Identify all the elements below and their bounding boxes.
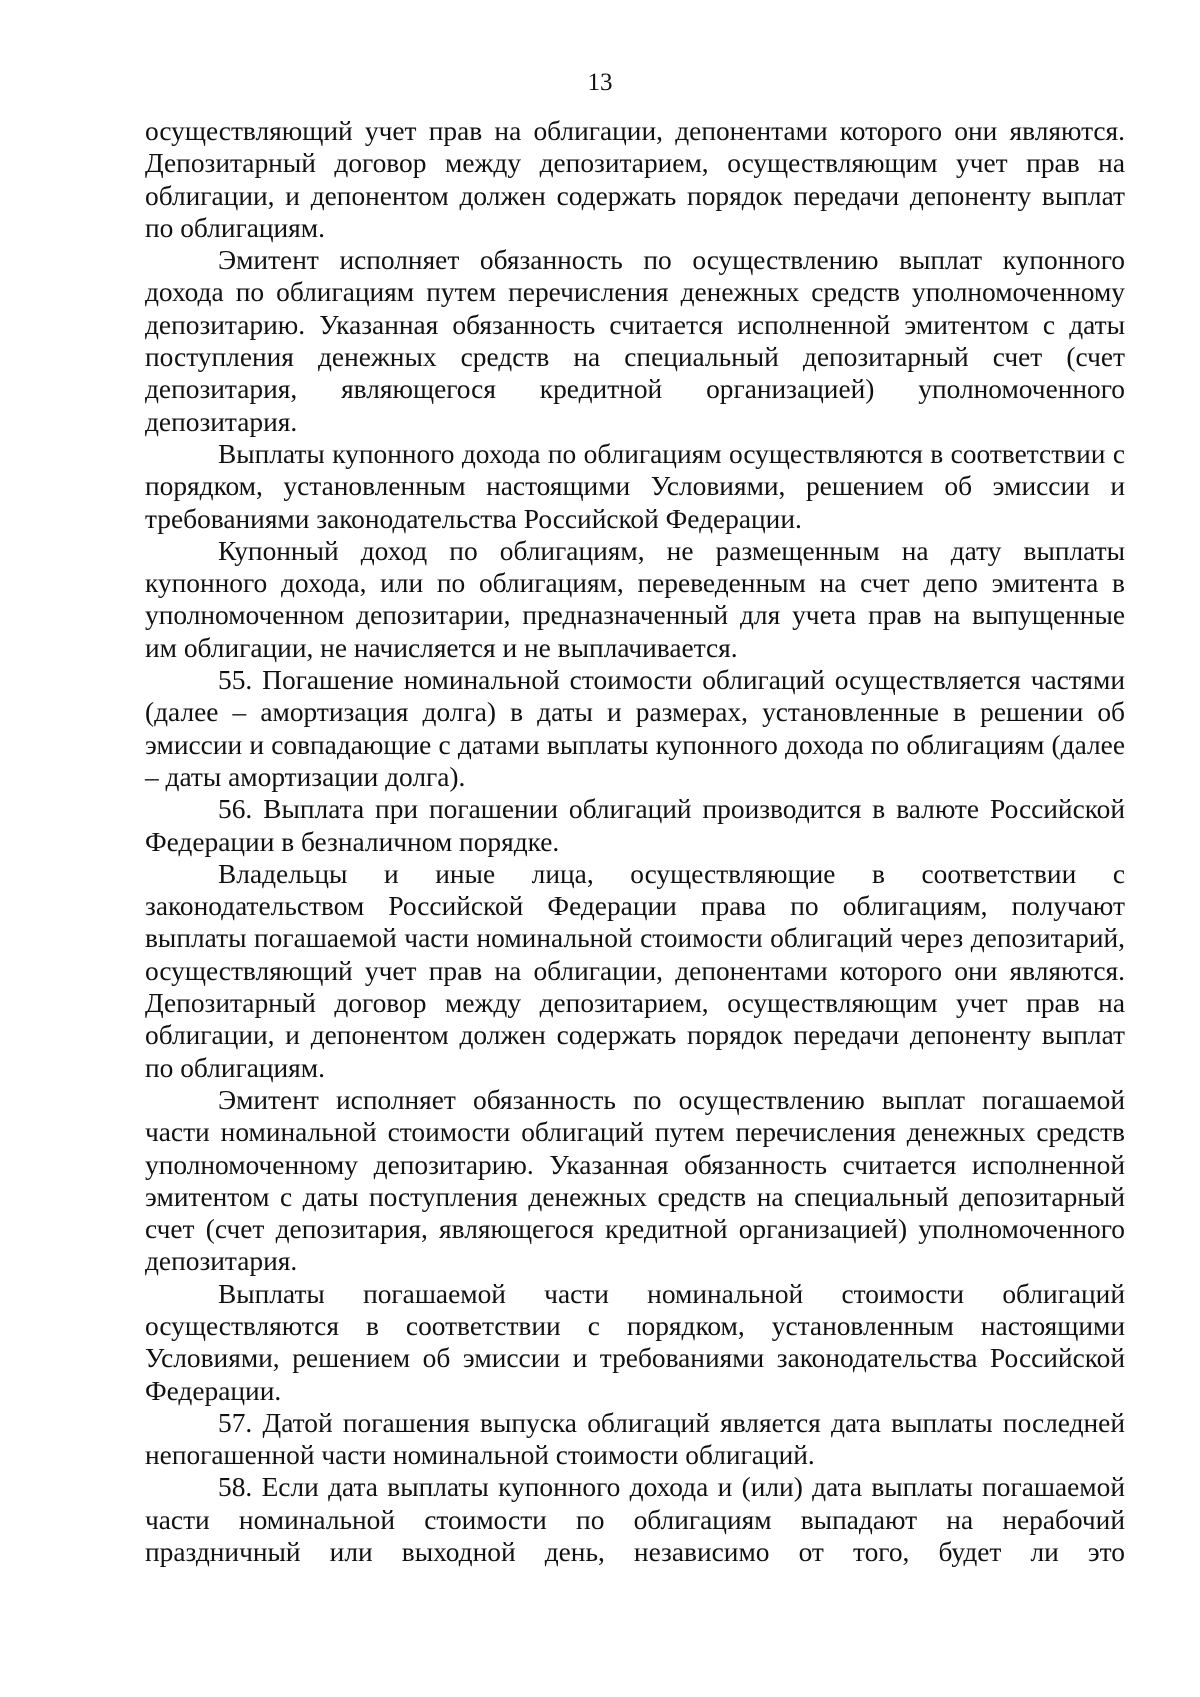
paragraph-clause-57: 57. Датой погашения выпуска облигаций является дата выплаты последней непогашенной части номинальной стоимости облигаций. [145, 1407, 1125, 1471]
paragraph-coupon-payment-order: Выплаты купонного дохода по облигациям осуществляются в соответствии с порядком, установленным настоящими Условиями, решением об эмиссии и требованиями законодательства Российской Федерации. [145, 438, 1125, 534]
paragraph-redemption-payment-order: Выплаты погашаемой части номинальной стоимости облигаций осуществляются в соответствии с порядком, установленным настоящими Условиями, решением об эмиссии и требованиями законодательства Российской Федерации. [145, 1278, 1125, 1406]
paragraph-redemption-obligation: Эмитент исполняет обязанность по осуществлению выплат погашаемой части номинальной стоимости облигаций путем перечисления денежных средств уполномоченному депозитарию. Указанная обязанность считается исполненной эмитентом с даты поступления денежных средств на специальный депозитарный счет (счет депозитария, являющегося кредитной организацией) уполномоченного депозитария. [145, 1084, 1125, 1277]
paragraph-clause-56: 56. Выплата при погашении облигаций производится в валюте Российской Федерации в безналичном порядке. [145, 794, 1125, 857]
document-body [145, 115, 1125, 1568]
paragraph-coupon-not-accrued: Купонный доход по облигациям, не размещенным на дату выплаты купонного дохода, или по облигациям, переведенным на счет депо эмитента в уполномоченном депозитарии, предназначенный для учета прав на выпущенные им облигации, не начисляется и не выплачивается. [145, 535, 1125, 663]
paragraph-coupon-payment-obligation: Эмитент исполняет обязанность по осуществлению выплат купонного дохода по облигациям путем перечисления денежных средств уполномоченному депозитарию. Указанная обязанность считается исполненной эмитентом с даты поступления денежных средств на специальный депозитарный счет (счет депозитария, являющегося кредитной организацией) уполномоченного депозитария. [145, 245, 1125, 437]
paragraph-continuation: осуществляющий учет прав на облигации, депонентами которого они являются. Депозитарный договор между депозитарием, осуществляющим учет прав на облигации, и депонентом должен содержать порядок передачи депоненту выплат по облигациям. [145, 116, 1125, 243]
paragraph-owners-receive-payments: Владельцы и иные лица, осуществляющие в соответствии с законодательством Российской Федерации права по облигациям, получают выплаты погашаемой части номинальной стоимости облигаций через депозитарий, осуществляющий учет прав на облигации, депонентами которого они являются. Депозитарный договор между депозитарием, осуществляющим учет прав на облигации, и депонентом должен содержать порядок передачи депоненту выплат по облигациям. [145, 858, 1125, 1083]
paragraph-clause-58: 58. Если дата выплаты купонного дохода и (или) дата выплаты погашаемой части номинальной стоимости по облигациям выпадают на нерабочий праздничный или выходной день, независимо от того, будет ли это [145, 1472, 1125, 1568]
paragraph-clause-55: 55. Погашение номинальной стоимости облигаций осуществляется частями (далее – амортизация долга) в даты и размерах, установленные в решении об эмиссии и совпадающие с датами выплаты купонного дохода по облигациям (далее – даты амортизации долга). [145, 665, 1125, 792]
page-number: 13 [587, 69, 613, 96]
